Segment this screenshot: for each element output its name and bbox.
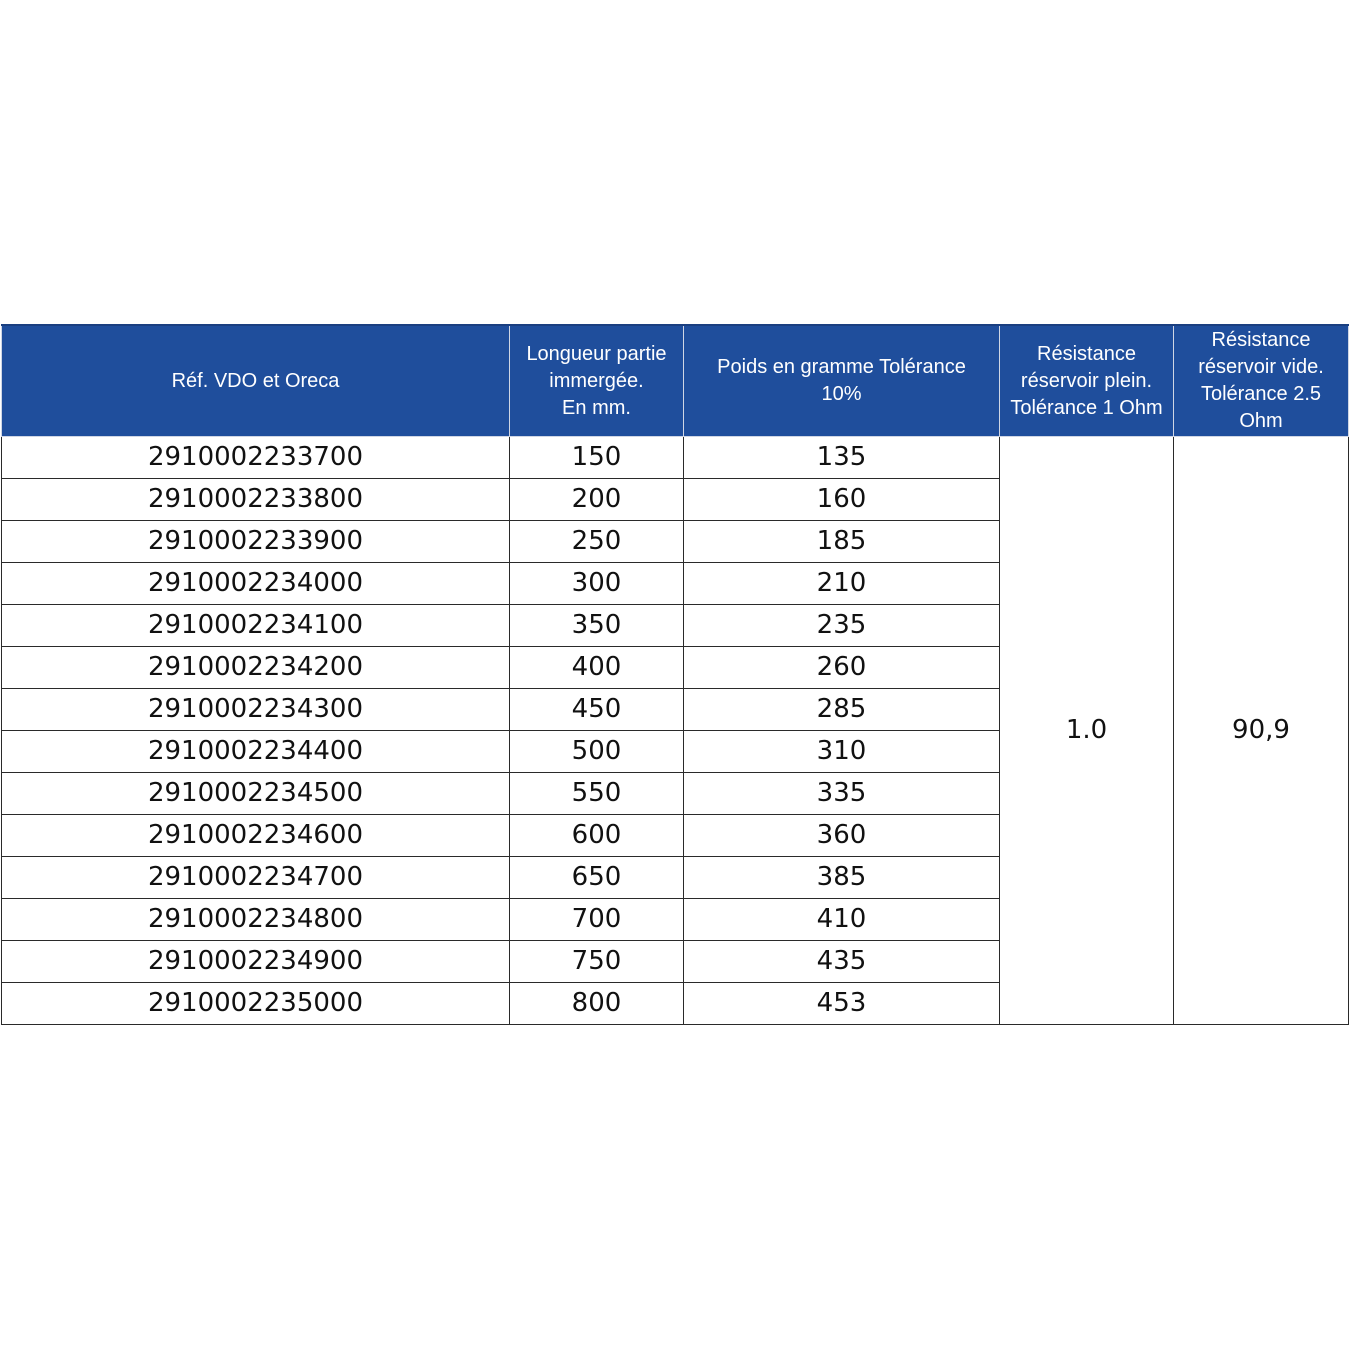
cell-reference: 2910002234300 [2, 689, 510, 731]
cell-reference: 2910002234900 [2, 941, 510, 983]
header-line: réservoir vide. [1198, 356, 1324, 378]
cell-length: 750 [510, 941, 684, 983]
cell-weight: 310 [684, 731, 1000, 773]
cell-reference: 2910002234600 [2, 815, 510, 857]
cell-length: 600 [510, 815, 684, 857]
cell-length: 500 [510, 731, 684, 773]
cell-reference: 2910002233800 [2, 479, 510, 521]
cell-weight: 210 [684, 563, 1000, 605]
cell-reference: 2910002234500 [2, 773, 510, 815]
cell-weight: 160 [684, 479, 1000, 521]
cell-weight: 235 [684, 605, 1000, 647]
cell-length: 150 [510, 437, 684, 479]
table-row [2, 437, 1349, 479]
header-line: Tolérance 1 Ohm [1010, 396, 1163, 419]
cell-length: 400 [510, 647, 684, 689]
cell-reference: 2910002233900 [2, 521, 510, 563]
cell-reference: 2910002233700 [2, 437, 510, 479]
cell-weight: 335 [684, 773, 1000, 815]
header-weight [684, 325, 1000, 437]
cell-reference: 2910002234700 [2, 857, 510, 899]
cell-weight: 453 [684, 983, 1000, 1025]
cell-length: 700 [510, 899, 684, 941]
header-resistance-empty [1174, 325, 1349, 437]
header-row [2, 325, 1349, 437]
cell-reference: 2910002234200 [2, 647, 510, 689]
header-line: Résistance [1211, 329, 1311, 351]
cell-length: 250 [510, 521, 684, 563]
table-body [2, 437, 1349, 1025]
header-resistance-full [1000, 325, 1174, 437]
header-line: Poids en gramme Tolérance [717, 356, 966, 378]
cell-reference: 2910002234000 [2, 563, 510, 605]
cell-weight: 185 [684, 521, 1000, 563]
cell-resistance-empty: 90,9 [1174, 437, 1349, 1025]
cell-length: 450 [510, 689, 684, 731]
cell-weight: 260 [684, 647, 1000, 689]
cell-length: 800 [510, 983, 684, 1025]
cell-resistance-full: 1.0 [1000, 437, 1174, 1025]
cell-weight: 385 [684, 857, 1000, 899]
header-line: Longueur partie [526, 342, 667, 365]
header-line: Ohm [1239, 410, 1283, 432]
cell-length: 550 [510, 773, 684, 815]
cell-reference: 2910002234800 [2, 899, 510, 941]
header-line: réservoir plein. [1020, 369, 1153, 392]
spec-table [1, 324, 1349, 1025]
cell-weight: 410 [684, 899, 1000, 941]
cell-weight: 285 [684, 689, 1000, 731]
header-line: Réf. VDO et Oreca [171, 369, 340, 392]
cell-reference: 2910002234100 [2, 605, 510, 647]
cell-weight: 360 [684, 815, 1000, 857]
cell-weight: 435 [684, 941, 1000, 983]
cell-reference: 2910002234400 [2, 731, 510, 773]
cell-length: 300 [510, 563, 684, 605]
header-line: Tolérance 2.5 [1200, 383, 1322, 405]
header-length [510, 325, 684, 437]
header-reference [2, 325, 510, 437]
cell-reference: 2910002235000 [2, 983, 510, 1025]
header-line: immergée. [549, 369, 644, 392]
cell-length: 200 [510, 479, 684, 521]
cell-length: 350 [510, 605, 684, 647]
header-line: En mm. [562, 396, 631, 419]
header-line: Résistance [1037, 342, 1136, 365]
header-line: 10% [821, 383, 862, 405]
cell-weight: 135 [684, 437, 1000, 479]
cell-length: 650 [510, 857, 684, 899]
